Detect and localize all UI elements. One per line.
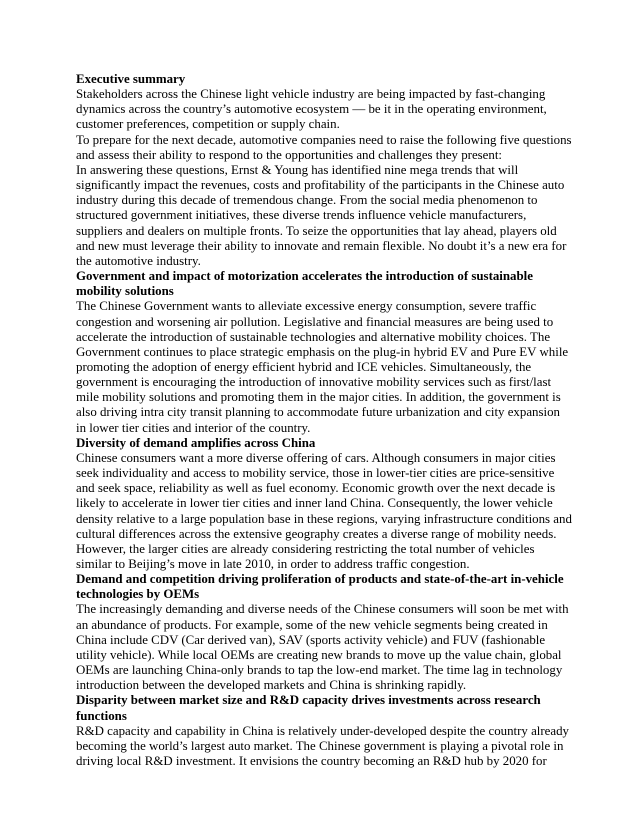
paragraph-consumers: Chinese consumers want a more diverse offering of cars. Although consumers in major cities seek individuality and access to mobility service, those in lower-tier cities are price-sensitive and seek space, reliability as well as fuel economy. Economic growth over the next decade is likely to accelerate in lower tier cities and inner land China. Consequently, the lower vehicle density relative to a large population base in these regions, varying infrastructure conditions and cultural differences across the extensive geography creates a diverse range of mobility needs. However, the larger cities are already considering restricting the total number of vehicles similar to Beijing’s move in late 2010, in order to address traffic congestion. xyxy=(76,450,572,571)
paragraph-mega-trends: In answering these questions, Ernst & Young has identified nine mega trends that will significantly impact the revenues, costs and profitability of the participants in the Chinese auto industry during this decade of tremendous change. From the social media phenomenon to structured government initiatives, these diverse trends influence vehicle manufacturers, suppliers and dealers on multiple fronts. To seize the opportunities that lay ahead, players old and new must leverage their ability to innovate and remain flexible. No doubt it’s a new era for the automotive industry. xyxy=(76,162,567,268)
heading-rd-disparity: Disparity between market size and R&D capacity drives investments across research functions xyxy=(76,693,541,723)
heading-executive-summary: Executive summary xyxy=(76,72,186,86)
paragraph-government: The Chinese Government wants to alleviate excessive energy consumption, severe traffic congestion and worsening air pollution. Legislative and financial measures are being used to accelerate the introduction of sustainable technologies and alternative mobility choices. The Government continues to place strategic emphasis on the plug-in hybrid EV and Pure EV while promoting the adoption of energy efficient hybrid and ICE vehicles. Simultaneously, the government is encouraging the introduction of innovative mobility services such as first/last mile mobility solutions and promoting them in the major cities. In addition, the government is also driving intra city transit planning to accommodate future urbanization and city expansion in lower tier cities and interior of the country. xyxy=(76,299,569,435)
paragraph-stakeholders: Stakeholders across the Chinese light vehicle industry are being impacted by fast-changing dynamics across the country’s automotive ecosystem — be it in the operating environment, customer preferences, competition or supply chain. xyxy=(76,87,547,132)
paragraph-prepare-next-decade: To prepare for the next decade, automotive companies need to raise the following five questions and assess their ability to respond to the opportunities and challenges they present: xyxy=(76,132,572,162)
heading-diversity-of-demand: Diversity of demand amplifies across China xyxy=(76,435,316,450)
paragraph-products: The increasingly demanding and diverse needs of the Chinese consumers will soon be met with an abundance of products. For example, some of the new vehicle segments being created in China include CDV (Car derived van), SAV (sports activity vehicle) and FUV (fashionable utility vehicle). While local OEMs are creating new brands to move up the value chain, global OEMs are launching China-only brands to tap the low-end market. The time lag in technology introduction between the developed markets and China is shrinking rapidly. xyxy=(76,602,569,693)
heading-government-motorization: Government and impact of motorization accelerates the introduction of sustainable mobility solutions xyxy=(76,269,533,299)
document-page xyxy=(76,72,572,769)
heading-demand-competition: Demand and competition driving proliferation of products and state-of-the-art in-vehicle technologies by OEMs xyxy=(76,572,564,602)
paragraph-rd-capacity: R&D capacity and capability in China is relatively under-developed despite the country already becoming the world’s largest auto market. The Chinese government is playing a pivotal role in driving local R&D investment. It envisions the country becoming an R&D hub by 2020 for xyxy=(76,723,569,769)
